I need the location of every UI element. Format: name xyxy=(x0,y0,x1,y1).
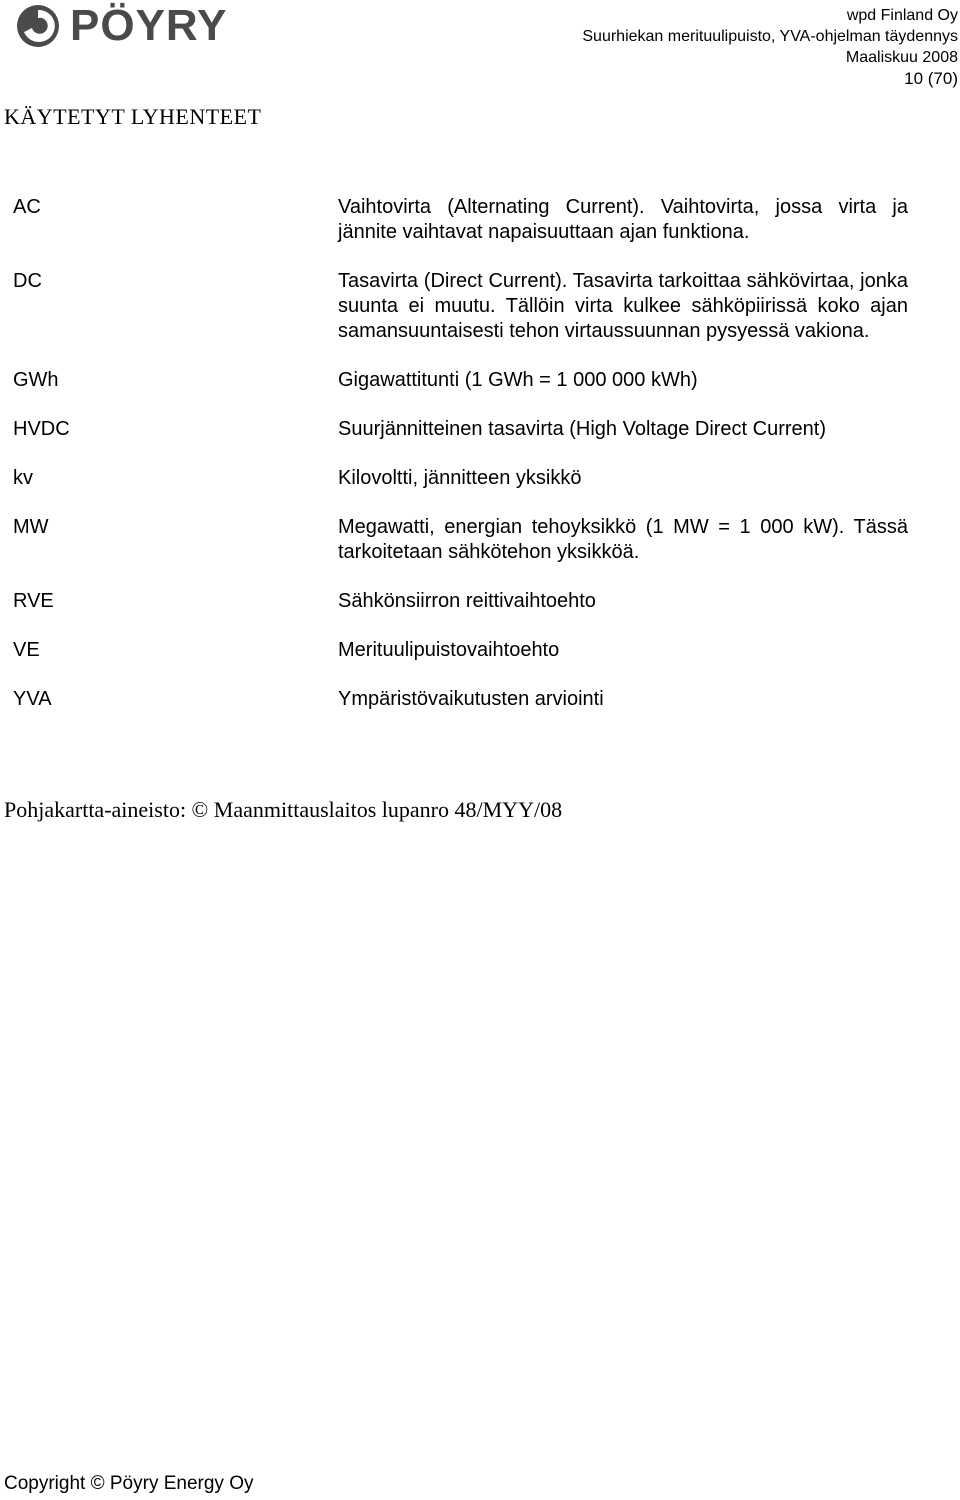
abbreviation-definition: Merituulipuistovaihtoehto xyxy=(338,639,560,661)
logo-wordmark: PÖYRY xyxy=(70,1,228,50)
document-header xyxy=(582,5,958,89)
abbreviation-definition: Tasavirta (Direct Current). Tasavirta tarkoittaa sähkövirtaa, jonka suunta ei muutu. Tällöin virta kulkee sähköpiirissä koko ajan samansuuntaisesti tehon virtaussuunnan pysyessä vakiona. xyxy=(338,270,908,342)
company-name: wpd Finland Oy xyxy=(846,7,958,24)
abbreviation-row xyxy=(0,417,960,442)
abbreviation-row xyxy=(0,687,960,712)
company-logo xyxy=(14,2,227,50)
document-title: Suurhiekan merituulipuisto, YVA-ohjelman täydennys xyxy=(582,28,958,45)
abbreviation-definition: Kilovoltti, jännitteen yksikkö xyxy=(338,467,582,489)
abbreviation-term: HVDC xyxy=(13,418,70,440)
abbreviation-term: VE xyxy=(13,639,40,661)
abbreviation-definition: Megawatti, energian tehoyksikkö (1 MW = 1 000 kW). Tässä tarkoitetaan sähkötehon yksikköä. xyxy=(338,516,908,563)
abbreviation-term: AC xyxy=(13,196,41,218)
abbreviation-row xyxy=(0,515,960,565)
abbreviation-definition: Vaihtovirta (Alternating Current). Vaihtovirta, jossa virta ja jännite vaihtavat napaisuuttaan ajan funktiona. xyxy=(338,196,908,243)
abbreviation-definition: Ympäristövaikutusten arviointi xyxy=(338,688,604,710)
abbreviation-term: GWh xyxy=(13,369,59,391)
abbreviation-term: RVE xyxy=(13,590,54,612)
abbreviation-term: YVA xyxy=(13,688,52,710)
abbreviation-row xyxy=(0,368,960,393)
abbreviation-term: MW xyxy=(13,516,49,538)
poyry-swirl-icon xyxy=(14,2,62,50)
abbreviation-row xyxy=(0,466,960,491)
abbreviation-term: DC xyxy=(13,270,42,292)
abbreviation-definition: Sähkönsiirron reittivaihtoehto xyxy=(338,590,596,612)
abbreviation-definition: Gigawattitunti (1 GWh = 1 000 000 kWh) xyxy=(338,369,698,391)
abbreviation-row xyxy=(0,269,960,344)
abbreviation-definition: Suurjännitteinen tasavirta (High Voltage Direct Current) xyxy=(338,418,827,440)
section-title: KÄYTETYT LYHENTEET xyxy=(4,104,262,129)
abbreviation-row xyxy=(0,638,960,663)
document-date: Maaliskuu 2008 xyxy=(845,49,958,66)
page-number: 10 (70) xyxy=(904,69,958,88)
copyright-footer: Copyright © Pöyry Energy Oy xyxy=(4,1473,254,1494)
abbreviation-list xyxy=(0,195,960,712)
map-source-note: Pohjakartta-aineisto: © Maanmittauslaitos lupanro 48/MYY/08 xyxy=(4,797,563,822)
abbreviation-row xyxy=(0,195,960,245)
abbreviation-term: kv xyxy=(13,467,33,489)
abbreviation-row xyxy=(0,589,960,614)
